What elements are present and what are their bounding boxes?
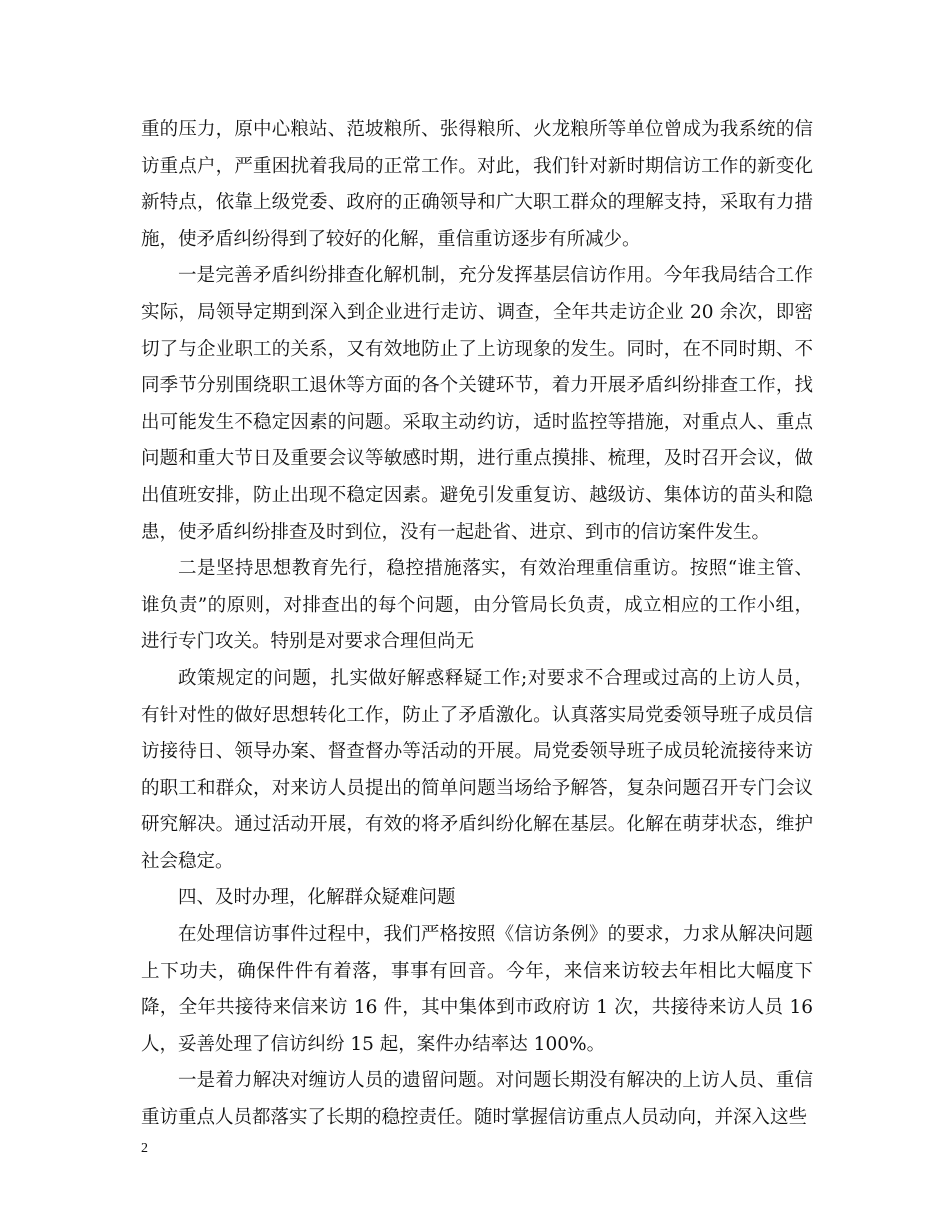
document-body: [141, 112, 813, 1137]
paragraph-policy: 政策规定的问题，扎实做好解惑释疑工作;对要求不合理或过高的上访人员，有针对性的做好思想转化工作，防止了矛盾激化。认真落实局党委领导班子成员信访接待日、领导办案、督查督办等活动的开展。局党委领导班子成员轮流接待来访的职工和群众，对来访人员提出的简单问题当场给予解答，复杂问题召开专门会议研究解决。通过活动开展，有效的将矛盾纠纷化解在基层。化解在萌芽状态，维护社会稳定。: [141, 667, 813, 872]
paragraph-education: 二是坚持思想教育先行，稳控措施落实，有效治理重信重访。按照“谁主管、谁负责”的原则，对排查出的每个问题，由分管局长负责，成立相应的工作小组，进行专门攻关。特别是对要求合理但尚无: [141, 558, 813, 653]
paragraph-legacy-issues: 一是着力解决对缠访人员的遗留问题。对问题长期没有解决的上访人员、重信重访重点人员都落实了长期的稳控责任。随时掌握信访重点人员动向，并深入这些: [141, 1070, 813, 1129]
page-number: 2: [141, 1141, 148, 1156]
section-heading: 四、及时办理，化解群众疑难问题: [178, 887, 456, 909]
paragraph-mechanism: 一是完善矛盾纠纷排查化解机制，充分发挥基层信访作用。今年我局结合工作实际，局领导定期到深入到企业进行走访、调查，全年共走访企业 20 余次，即密切了与企业职工的关系，又有效地防止了上访现象的发生。同时，在不同时期、不同季节分别围绕职工退休等方面的各个关键环节，着力开展矛盾纠纷排查工作，找出可能发生不稳定因素的问题。采取主动约访，适时监控等措施，对重点人、重点问题和重大节日及重要会议等敏感时期，进行重点摸排、梳理，及时召开会议，做出值班安排，防止出现不稳定因素。避免引发重复访、越级访、集体访的苗头和隐患，使矛盾纠纷排查及时到位，没有一起赴省、进京、到市的信访案件发生。: [141, 265, 813, 543]
paragraph-continuation: 重的压力，原中心粮站、范坡粮所、张得粮所、火龙粮所等单位曾成为我系统的信访重点户，严重困扰着我局的正常工作。对此，我们针对新时期信访工作的新变化新特点，依靠上级党委、政府的正确领导和广大职工群众的理解支持，采取有力措施，使矛盾纠纷得到了较好的化解，重信重访逐步有所减少。: [141, 119, 813, 250]
paragraph-handling: 在处理信访事件过程中，我们严格按照《信访条例》的要求，力求从解决问题上下功夫，确保件件有着落，事事有回音。今年，来信来访较去年相比大幅度下降，全年共接待来信来访 16 件，其中集体到市政府访 1 次，共接待来访人员 16 人，妥善处理了信访纠纷 15 起，案件办结率达 100%。: [141, 924, 813, 1055]
